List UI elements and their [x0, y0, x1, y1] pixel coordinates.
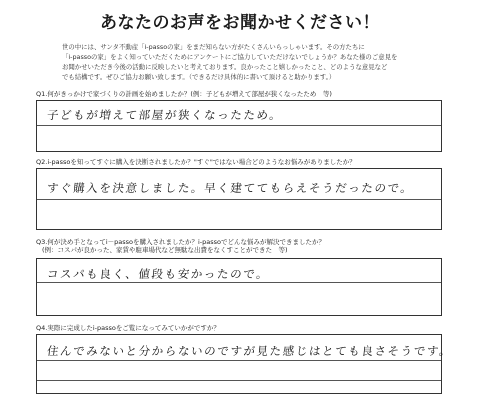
answer-box-3 [36, 258, 442, 316]
writing-line [37, 282, 441, 283]
writing-line [37, 199, 441, 200]
question-3-label: Q3.何が決め手となってi－passoを購入されましたか？i-passoでどんな悩みが解決できましたか？ (例：コスパが良かった、家賃や駐車場代など無駄な出費をなくすことができた 等) [36, 238, 325, 254]
answer-1-handwriting: 子どもが増えて部屋が狭くなったため。 [46, 108, 284, 122]
answer-4-handwriting: 住んでみないと分からないのですが見た感じはとても良さそうです。 [46, 344, 453, 358]
answer-3-handwriting: コスパも良く、値段も安かったので。 [46, 267, 270, 281]
writing-line [37, 360, 441, 361]
intro-line: でも結構です。ぜひご協力お願い致します。（できるだけ具体的に書いて頂けると助かります。） [62, 73, 336, 81]
question-1-label: Q1.何がきっかけで家づくりの計画を始めましたか？(例：子どもが増えて部屋が狭くなったため 等) [36, 90, 332, 98]
intro-line: お聞かせいただき今後の活動に反映したいと考えております。良かったこと嬉しかったこと、どのような意見など [62, 63, 388, 71]
question-4-label: Q4.実際に完成したi-passoをご覧になってみていかがですか？ [36, 324, 220, 332]
answer-box-2 [36, 168, 442, 230]
page-title: あなたのお声をお聞かせください！ [100, 13, 380, 33]
writing-line [37, 380, 441, 381]
intro-line: 「i-passoの家」をよく知っていただくためにアンケートにご協力していただけないでしょうか？あなた様のご意見を [62, 53, 398, 61]
answer-box-4 [36, 334, 453, 394]
intro-line: 世の中には、サンタ不動産「i-passoの家」をまだ知らない方がたくさんいらっしゃいます。その方たちに [62, 43, 365, 51]
question-2-label: Q2.i-passoを知ってすぐに購入を決断されましたか？"すぐ"ではない場合どのようなお悩みがありましたか？ [36, 158, 356, 166]
writing-line [37, 125, 441, 126]
answer-2-handwriting: すぐ購入を決意しました。早く建ててもらえそうだったので。 [46, 181, 415, 195]
answer-box-1 [36, 100, 442, 152]
intro-text [62, 42, 422, 82]
